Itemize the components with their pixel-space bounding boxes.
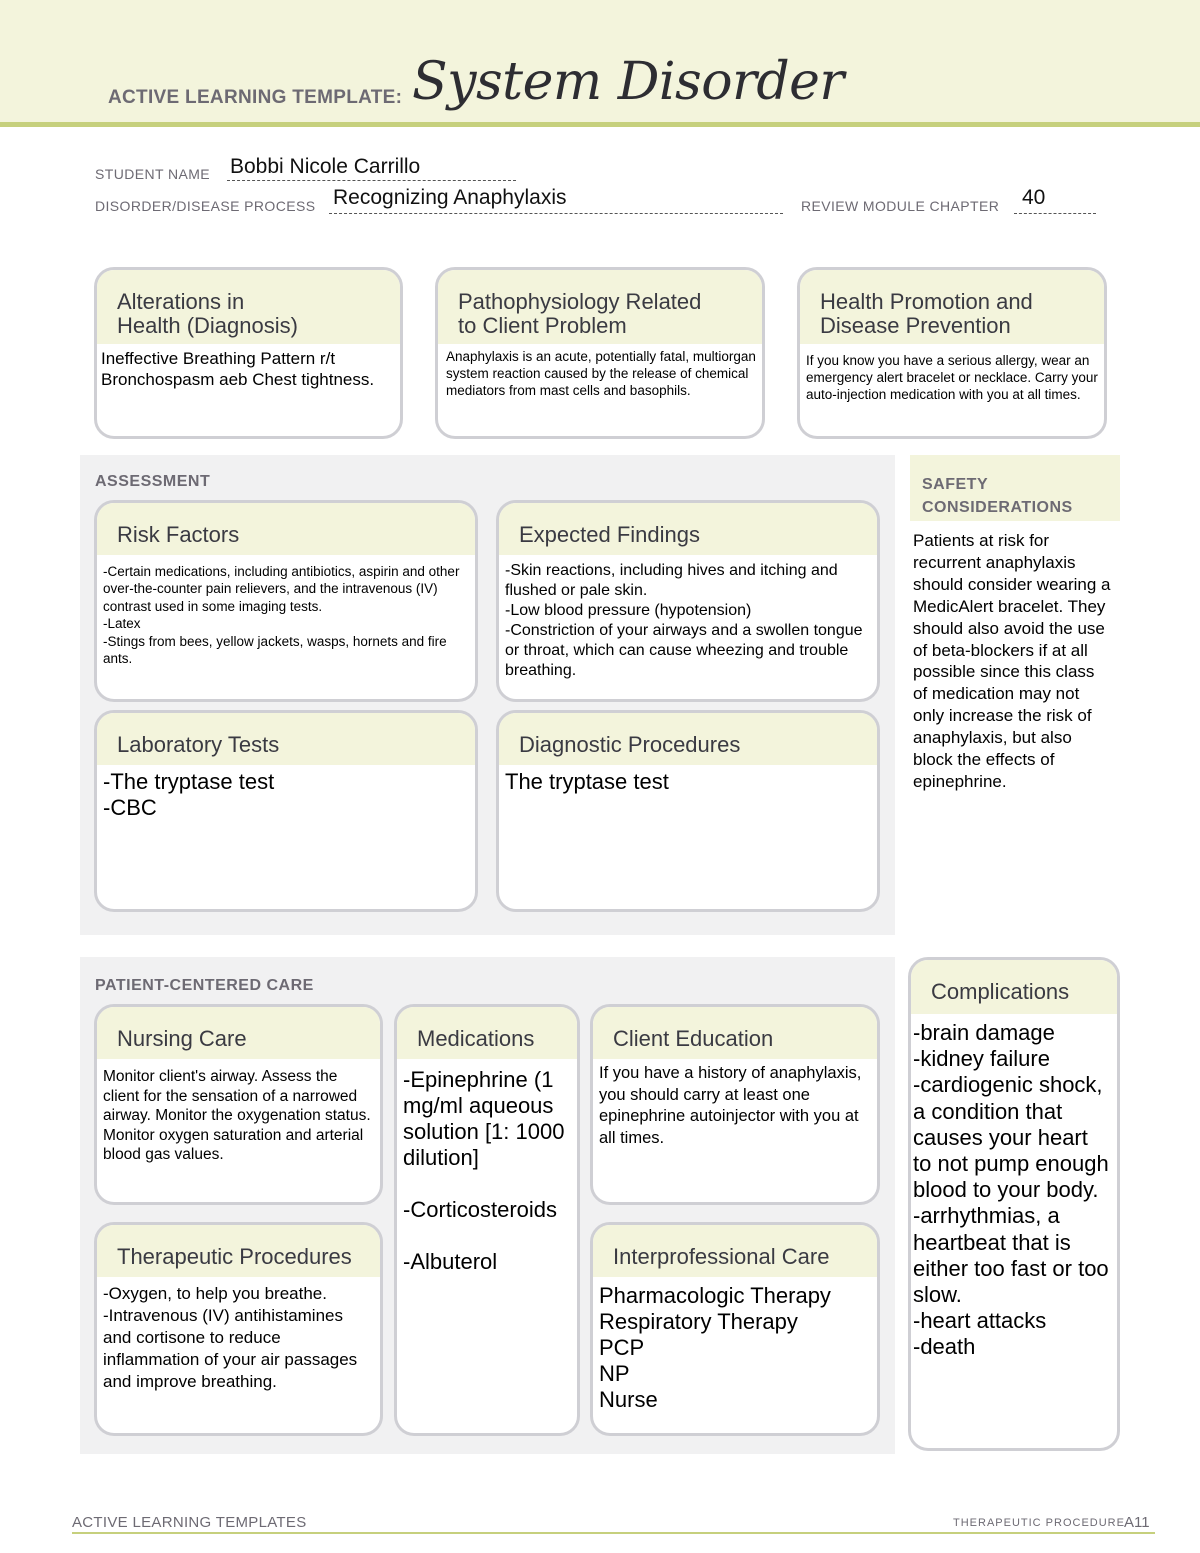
- safety-label: SAFETY CONSIDERATIONS: [922, 476, 1073, 516]
- footer-section-label: THERAPEUTIC PROCEDURE: [953, 1517, 1125, 1529]
- complications-body[interactable]: -brain damage -kidney failure -cardiogenic shock, a condition that causes your heart to not pump enough blood to your body. -arrhythmias, a heartbeat that is either too fast or too slow. -heart attacks -death: [913, 1020, 1109, 1360]
- therapeutic-procedures-title: Therapeutic Procedures: [97, 1225, 380, 1277]
- therapeutic-procedures-body[interactable]: -Oxygen, to help you breathe. -Intravenous (IV) antihistamines and cortisone to reduce inflammation of your air passages and improve breathing.: [103, 1284, 358, 1391]
- page-title: System Disorder: [412, 52, 844, 112]
- diagnostic-procedures-title: Diagnostic Procedures: [499, 713, 877, 765]
- therapeutic-procedures-card: [94, 1222, 383, 1436]
- health-promotion-body[interactable]: If you know you have a serious allergy, wear an emergency alert bracelet or necklace. Carry your auto-injection medication with you at all times.: [806, 353, 1098, 402]
- alterations-title: Alterations in Health (Diagnosis): [97, 270, 400, 344]
- chapter-value[interactable]: 40: [1022, 186, 1046, 209]
- alterations-card: [94, 267, 403, 439]
- disorder-value[interactable]: Recognizing Anaphylaxis: [333, 186, 567, 209]
- diagnostic-procedures-card: [496, 710, 880, 912]
- health-promotion-card: [797, 267, 1107, 439]
- disorder-label: DISORDER/DISEASE PROCESS: [95, 198, 316, 214]
- diagnostic-procedures-body[interactable]: The tryptase test: [505, 769, 669, 794]
- alterations-body[interactable]: Ineffective Breathing Pattern r/t Bronchospasm aeb Chest tightness.: [101, 349, 375, 389]
- pathophysiology-body[interactable]: Anaphylaxis is an acute, potentially fatal, multiorgan system reaction caused by the release of chemical mediators from mast cells and basophils.: [446, 349, 756, 398]
- nursing-care-body[interactable]: Monitor client's airway. Assess the client for the sensation of a narrowed airway. Monitor the oxygenation status. Monitor oxygen saturation and arterial blood gas values.: [103, 1068, 371, 1164]
- assessment-label: ASSESSMENT: [95, 473, 211, 490]
- risk-factors-body[interactable]: -Certain medications, including antibiotics, aspirin and other over-the-counter pain relievers, and the intravenous (IV) contrast used in some imaging tests. -Latex -Stings from bees, yellow jackets, wasps, hornets and fire ants.: [103, 564, 460, 667]
- laboratory-tests-body[interactable]: -The tryptase test -CBC: [103, 769, 275, 820]
- interprofessional-care-body[interactable]: Pharmacologic Therapy Respiratory Therapy PCP NP Nurse: [599, 1283, 831, 1412]
- template-label: ACTIVE LEARNING TEMPLATE:: [108, 87, 403, 108]
- pathophysiology-card: [435, 267, 765, 439]
- patient-centered-care-label: PATIENT-CENTERED CARE: [95, 977, 314, 994]
- risk-factors-card: [94, 500, 478, 702]
- student-name-line: [227, 180, 516, 181]
- medications-card: [394, 1004, 580, 1436]
- client-education-title: Client Education: [593, 1007, 877, 1059]
- student-name-label: STUDENT NAME: [95, 166, 210, 182]
- disorder-line: [329, 213, 783, 214]
- health-promotion-title: Health Promotion and Disease Prevention: [800, 270, 1104, 344]
- nursing-care-title: Nursing Care: [97, 1007, 380, 1059]
- interprofessional-care-title: Interprofessional Care: [593, 1225, 877, 1277]
- medications-title: Medications: [397, 1007, 577, 1059]
- complications-title: Complications: [911, 960, 1117, 1014]
- expected-findings-card: [496, 500, 880, 702]
- laboratory-tests-title: Laboratory Tests: [97, 713, 475, 765]
- laboratory-tests-card: [94, 710, 478, 912]
- client-education-body[interactable]: If you have a history of anaphylaxis, you should carry at least one epinephrine autoinjector with you at all times.: [599, 1064, 862, 1148]
- footer-left: ACTIVE LEARNING TEMPLATES: [72, 1514, 307, 1531]
- safety-body[interactable]: Patients at risk for recurrent anaphylaxis should consider wearing a MedicAlert bracelet. They should also avoid the use of beta-blockers if at all possible since this class of medication may not only increase the risk of anaphylaxis, but also block the effects of epinephrine.: [913, 531, 1111, 791]
- footer-page-number: A11: [1124, 1514, 1150, 1531]
- interprofessional-care-card: [590, 1222, 880, 1436]
- complications-card: [908, 957, 1120, 1451]
- pathophysiology-title: Pathophysiology Related to Client Problem: [438, 270, 762, 344]
- nursing-care-card: [94, 1004, 383, 1205]
- client-education-card: [590, 1004, 880, 1205]
- risk-factors-title: Risk Factors: [97, 503, 475, 555]
- chapter-label: REVIEW MODULE CHAPTER: [801, 198, 1000, 214]
- student-name-value[interactable]: Bobbi Nicole Carrillo: [230, 155, 421, 178]
- expected-findings-body[interactable]: -Skin reactions, including hives and itching and flushed or pale skin. -Low blood pressure (hypotension) -Constriction of your airways and a swollen tongue or throat, which can cause wheezing and trouble breathing.: [505, 562, 863, 679]
- medications-body[interactable]: -Epinephrine (1 mg/ml aqueous solution [1: 1000 dilution] -Corticosteroids -Albuterol: [403, 1067, 565, 1274]
- header-rule: [0, 122, 1200, 127]
- expected-findings-title: Expected Findings: [499, 503, 877, 555]
- footer-rule: [72, 1532, 1155, 1534]
- chapter-line: [1014, 213, 1096, 214]
